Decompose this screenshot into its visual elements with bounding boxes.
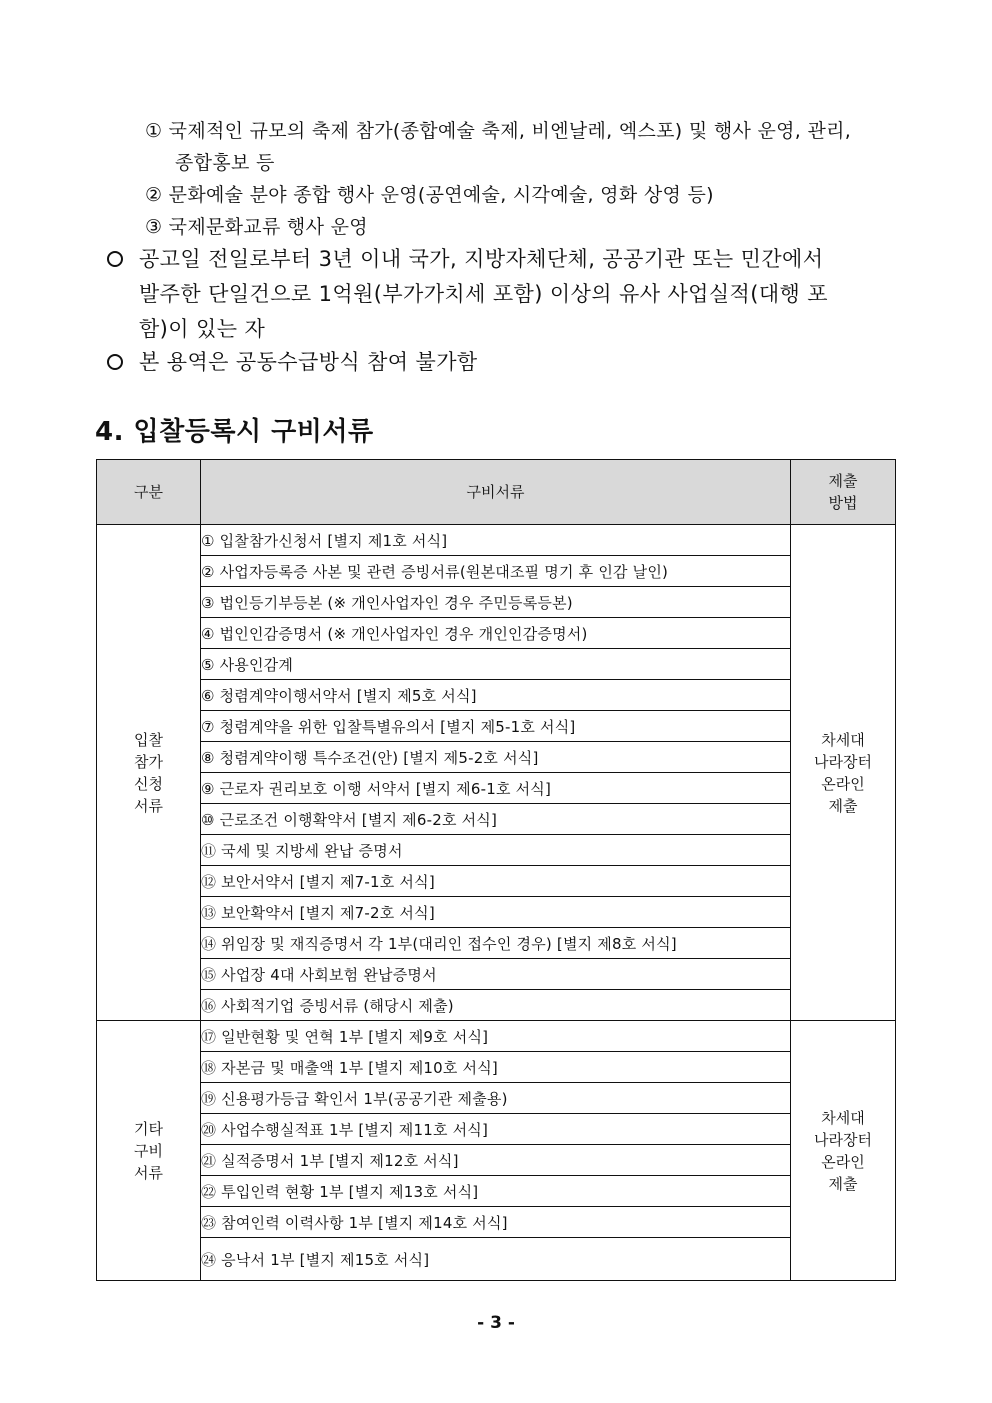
table-row (97, 711, 896, 742)
table-row (97, 897, 896, 928)
bullet-circle-icon (107, 251, 123, 267)
table-cell: ⑪ 국세 및 지방세 완납 증명서 (201, 835, 791, 866)
table-cell: ⑦ 청렴계약을 위한 입찰특별유의서 [별지 제5-1호 서식] (201, 711, 791, 742)
sub-item-3: ③ 국제문화교류 행사 운영 (145, 216, 368, 238)
table-row (97, 556, 896, 587)
bullet-1-line-3: 함)이 있는 자 (139, 317, 266, 341)
table-cell: ④ 법인인감증명서 (※ 개인사업자인 경우 개인인감증명서) (201, 618, 791, 649)
table-cell: ⑤ 사용인감계 (201, 649, 791, 680)
table-cell: ⑮ 사업장 4대 사회보험 완납증명서 (201, 959, 791, 990)
table-cell: ㉑ 실적증명서 1부 [별지 제12호 서식] (201, 1145, 791, 1176)
table-row (97, 959, 896, 990)
header-documents: 구비서류 (201, 460, 791, 525)
table-row (97, 773, 896, 804)
group2-category: 기타 구비 서류 (97, 1021, 201, 1281)
header-method: 제출 방법 (791, 460, 896, 525)
table-cell: ⑲ 신용평가등급 확인서 1부(공공기관 제출용) (201, 1083, 791, 1114)
table-cell: ㉔ 응낙서 1부 [별지 제15호 서식] (201, 1238, 791, 1281)
table-row (97, 1083, 896, 1114)
table-cell: ⑨ 근로자 권리보호 이행 서약서 [별지 제6-1호 서식] (201, 773, 791, 804)
sub-item-1: ① 국제적인 규모의 축제 참가(종합예술 축제, 비엔날레, 엑스포) 및 행사 운영, 관리, (145, 120, 852, 142)
table-cell: ⑭ 위임장 및 재직증명서 각 1부(대리인 접수인 경우) [별지 제8호 서식] (201, 928, 791, 959)
table-cell: ㉓ 참여인력 이력사항 1부 [별지 제14호 서식] (201, 1207, 791, 1238)
table-row (97, 587, 896, 618)
bullet-2: 본 용역은 공동수급방식 참여 불가함 (139, 350, 478, 374)
table-row (97, 1207, 896, 1238)
table-cell: ③ 법인등기부등본 (※ 개인사업자인 경우 주민등록등본) (201, 587, 791, 618)
table-cell: ⑯ 사회적기업 증빙서류 (해당시 제출) (201, 990, 791, 1021)
table-row (97, 1021, 896, 1052)
table-row (97, 1238, 896, 1281)
group1-category: 입찰 참가 신청 서류 (97, 525, 201, 1021)
table-cell: ㉒ 투입인력 현황 1부 [별지 제13호 서식] (201, 1176, 791, 1207)
table-row (97, 1145, 896, 1176)
sub-item-2: ② 문화예술 분야 종합 행사 운영(공연예술, 시각예술, 영화 상영 등) (145, 184, 714, 206)
table-row (97, 649, 896, 680)
table-row (97, 618, 896, 649)
table-cell: ⑩ 근로조건 이행확약서 [별지 제6-2호 서식] (201, 804, 791, 835)
table-row (97, 866, 896, 897)
table-row (97, 1114, 896, 1145)
table-cell: ⑫ 보안서약서 [별지 제7-1호 서식] (201, 866, 791, 897)
table-row (97, 742, 896, 773)
sub-item-1-cont: 종합홍보 등 (175, 152, 275, 174)
table-row (97, 525, 896, 556)
table-cell: ⑬ 보안확약서 [별지 제7-2호 서식] (201, 897, 791, 928)
section-heading: 4. 입찰등록시 구비서류 (95, 417, 374, 447)
table-cell: ⑳ 사업수행실적표 1부 [별지 제11호 서식] (201, 1114, 791, 1145)
table-row (97, 680, 896, 711)
bullet-circle-icon (107, 354, 123, 370)
group2-method: 차세대 나라장터 온라인 제출 (791, 1021, 896, 1281)
bullet-1-line-2: 발주한 단일건으로 1억원(부가가치세 포함) 이상의 유사 사업실적(대행 포 (139, 282, 828, 306)
group1-method: 차세대 나라장터 온라인 제출 (791, 525, 896, 1021)
documents-table (96, 459, 896, 1281)
table-header-row (97, 460, 896, 525)
bullet-1-line-1: 공고일 전일로부터 3년 이내 국가, 지방자체단체, 공공기관 또는 민간에서 (139, 247, 824, 271)
table-cell: ⑥ 청렴계약이행서약서 [별지 제5호 서식] (201, 680, 791, 711)
table-cell: ⑧ 청렴계약이행 특수조건(안) [별지 제5-2호 서식] (201, 742, 791, 773)
table-row (97, 835, 896, 866)
table-cell: ① 입찰참가신청서 [별지 제1호 서식] (201, 525, 791, 556)
table-cell: ⑰ 일반현황 및 연혁 1부 [별지 제9호 서식] (201, 1021, 791, 1052)
table-row (97, 990, 896, 1021)
table-row (97, 928, 896, 959)
table-row (97, 1052, 896, 1083)
page-number: - 3 - (477, 1313, 515, 1333)
header-category: 구분 (97, 460, 201, 525)
table-row (97, 804, 896, 835)
table-row (97, 1176, 896, 1207)
table-cell: ⑱ 자본금 및 매출액 1부 [별지 제10호 서식] (201, 1052, 791, 1083)
table-cell: ② 사업자등록증 사본 및 관련 증빙서류(원본대조필 명기 후 인감 날인) (201, 556, 791, 587)
